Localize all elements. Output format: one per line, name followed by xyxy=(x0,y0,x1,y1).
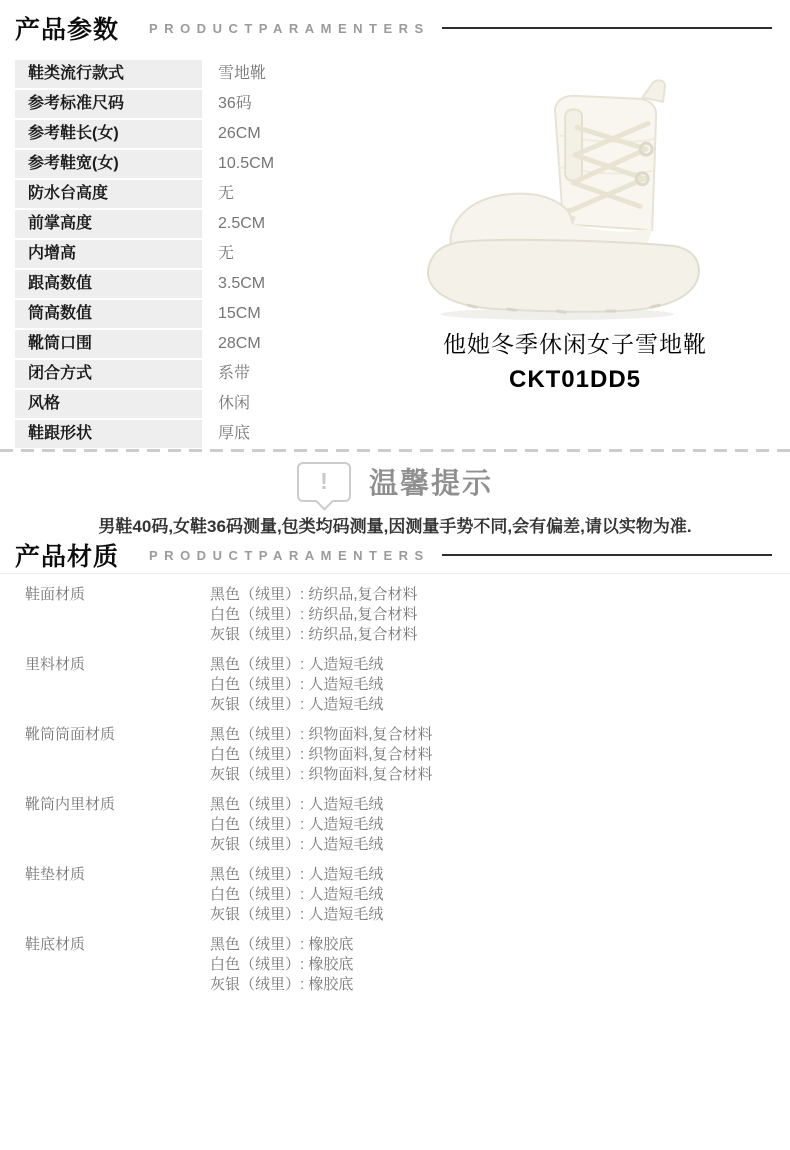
material-line: 白色（绒里）: 人造短毛绒 xyxy=(210,676,384,693)
product-parameters-table xyxy=(15,60,415,450)
param-row xyxy=(15,240,415,268)
material-lines xyxy=(210,585,418,645)
param-label: 跟高数值 xyxy=(15,270,202,298)
param-value: 10.5CM xyxy=(218,155,275,172)
param-label: 鞋类流行款式 xyxy=(15,60,202,88)
param-value: 15CM xyxy=(218,305,261,322)
param-label: 风格 xyxy=(15,390,202,418)
header-rule xyxy=(442,554,772,556)
param-value: 3.5CM xyxy=(218,275,266,292)
param-value: 雪地靴 xyxy=(218,65,267,82)
faint-separator xyxy=(0,573,790,574)
material-lines xyxy=(210,725,433,785)
material-line: 黑色（绒里）: 橡胶底 xyxy=(210,936,354,953)
exclamation-icon: ! xyxy=(297,462,351,502)
param-row xyxy=(15,180,415,208)
material-line: 黑色（绒里）: 人造短毛绒 xyxy=(210,866,384,883)
param-row xyxy=(15,90,415,118)
material-label: 里料材质 xyxy=(25,656,86,673)
section-title: 产品参数 xyxy=(15,16,120,44)
material-label: 靴筒内里材质 xyxy=(25,796,116,813)
snow-boot-illustration xyxy=(408,72,756,324)
material-line: 灰银（绒里）: 纺织品,复合材料 xyxy=(210,626,418,643)
product-image-snow-boot xyxy=(408,72,756,324)
material-group xyxy=(25,795,765,855)
material-group xyxy=(25,865,765,925)
tips-title: 温馨提示 xyxy=(368,468,493,500)
param-label: 参考鞋宽(女) xyxy=(15,150,202,178)
param-label: 鞋跟形状 xyxy=(15,420,202,448)
material-lines xyxy=(210,655,383,715)
param-label: 防水台高度 xyxy=(15,180,202,208)
param-row xyxy=(15,60,415,88)
material-lines xyxy=(210,935,353,995)
param-row xyxy=(15,420,415,448)
param-label: 筒高数值 xyxy=(15,300,202,328)
param-label: 参考标准尺码 xyxy=(15,90,202,118)
material-line: 黑色（绒里）: 织物面料,复合材料 xyxy=(210,726,433,743)
material-line: 灰银（绒里）: 人造短毛绒 xyxy=(210,906,384,923)
material-line: 黑色（绒里）: 人造短毛绒 xyxy=(210,656,384,673)
product-name: 他她冬季休闲女子雪地靴 xyxy=(443,331,707,357)
param-row xyxy=(15,330,415,358)
section-subtitle: PRODUCTPARAMENTERS xyxy=(149,20,430,36)
material-group xyxy=(25,935,765,995)
param-row xyxy=(15,150,415,178)
dashed-divider xyxy=(0,449,790,452)
param-value: 休闲 xyxy=(218,395,251,412)
param-value: 无 xyxy=(218,245,235,262)
material-line: 白色（绒里）: 织物面料,复合材料 xyxy=(210,746,433,763)
material-line: 灰银（绒里）: 人造短毛绒 xyxy=(210,836,384,853)
param-label: 靴筒口围 xyxy=(15,330,202,358)
param-row xyxy=(15,210,415,238)
section-header-materials xyxy=(15,537,772,573)
material-line: 灰银（绒里）: 人造短毛绒 xyxy=(210,696,384,713)
product-materials-list xyxy=(25,585,765,1005)
tips-text: 男鞋40码,女鞋36码测量,包类均码测量,因测量手势不同,会有偏差,请以实物为准. xyxy=(98,517,692,536)
material-lines xyxy=(210,795,383,855)
param-value: 2.5CM xyxy=(218,215,266,232)
header-rule xyxy=(442,27,772,29)
param-value: 无 xyxy=(218,185,235,202)
material-line: 灰银（绒里）: 织物面料,复合材料 xyxy=(210,766,433,783)
material-group xyxy=(25,585,765,645)
tips-header xyxy=(0,461,790,502)
param-value: 系带 xyxy=(218,365,251,382)
param-row xyxy=(15,360,415,388)
param-label: 闭合方式 xyxy=(15,360,202,388)
param-row xyxy=(15,120,415,148)
section-title: 产品材质 xyxy=(15,543,120,571)
param-value: 36码 xyxy=(218,95,252,112)
param-row xyxy=(15,270,415,298)
param-value: 26CM xyxy=(218,125,261,142)
material-line: 黑色（绒里）: 人造短毛绒 xyxy=(210,796,384,813)
param-row xyxy=(15,300,415,328)
material-line: 白色（绒里）: 人造短毛绒 xyxy=(210,816,384,833)
param-label: 前掌高度 xyxy=(15,210,202,238)
param-row xyxy=(15,390,415,418)
material-line: 白色（绒里）: 人造短毛绒 xyxy=(210,886,384,903)
material-lines xyxy=(210,865,383,925)
material-line: 白色（绒里）: 纺织品,复合材料 xyxy=(210,606,418,623)
material-label: 鞋垫材质 xyxy=(25,866,86,883)
product-model-code: CKT01DD5 xyxy=(508,366,642,393)
material-label: 鞋底材质 xyxy=(25,936,86,953)
material-label: 鞋面材质 xyxy=(25,586,86,603)
param-value: 28CM xyxy=(218,335,261,352)
section-subtitle: PRODUCTPARAMENTERS xyxy=(149,547,430,563)
material-line: 白色（绒里）: 橡胶底 xyxy=(210,956,354,973)
material-label: 靴筒筒面材质 xyxy=(25,726,116,743)
material-line: 灰银（绒里）: 橡胶底 xyxy=(210,976,354,993)
material-line: 黑色（绒里）: 纺织品,复合材料 xyxy=(210,586,418,603)
section-header-parameters xyxy=(15,10,772,46)
material-group xyxy=(25,655,765,715)
param-label: 内增高 xyxy=(15,240,202,268)
param-value: 厚底 xyxy=(218,425,251,442)
material-group xyxy=(25,725,765,785)
param-label: 参考鞋长(女) xyxy=(15,120,202,148)
